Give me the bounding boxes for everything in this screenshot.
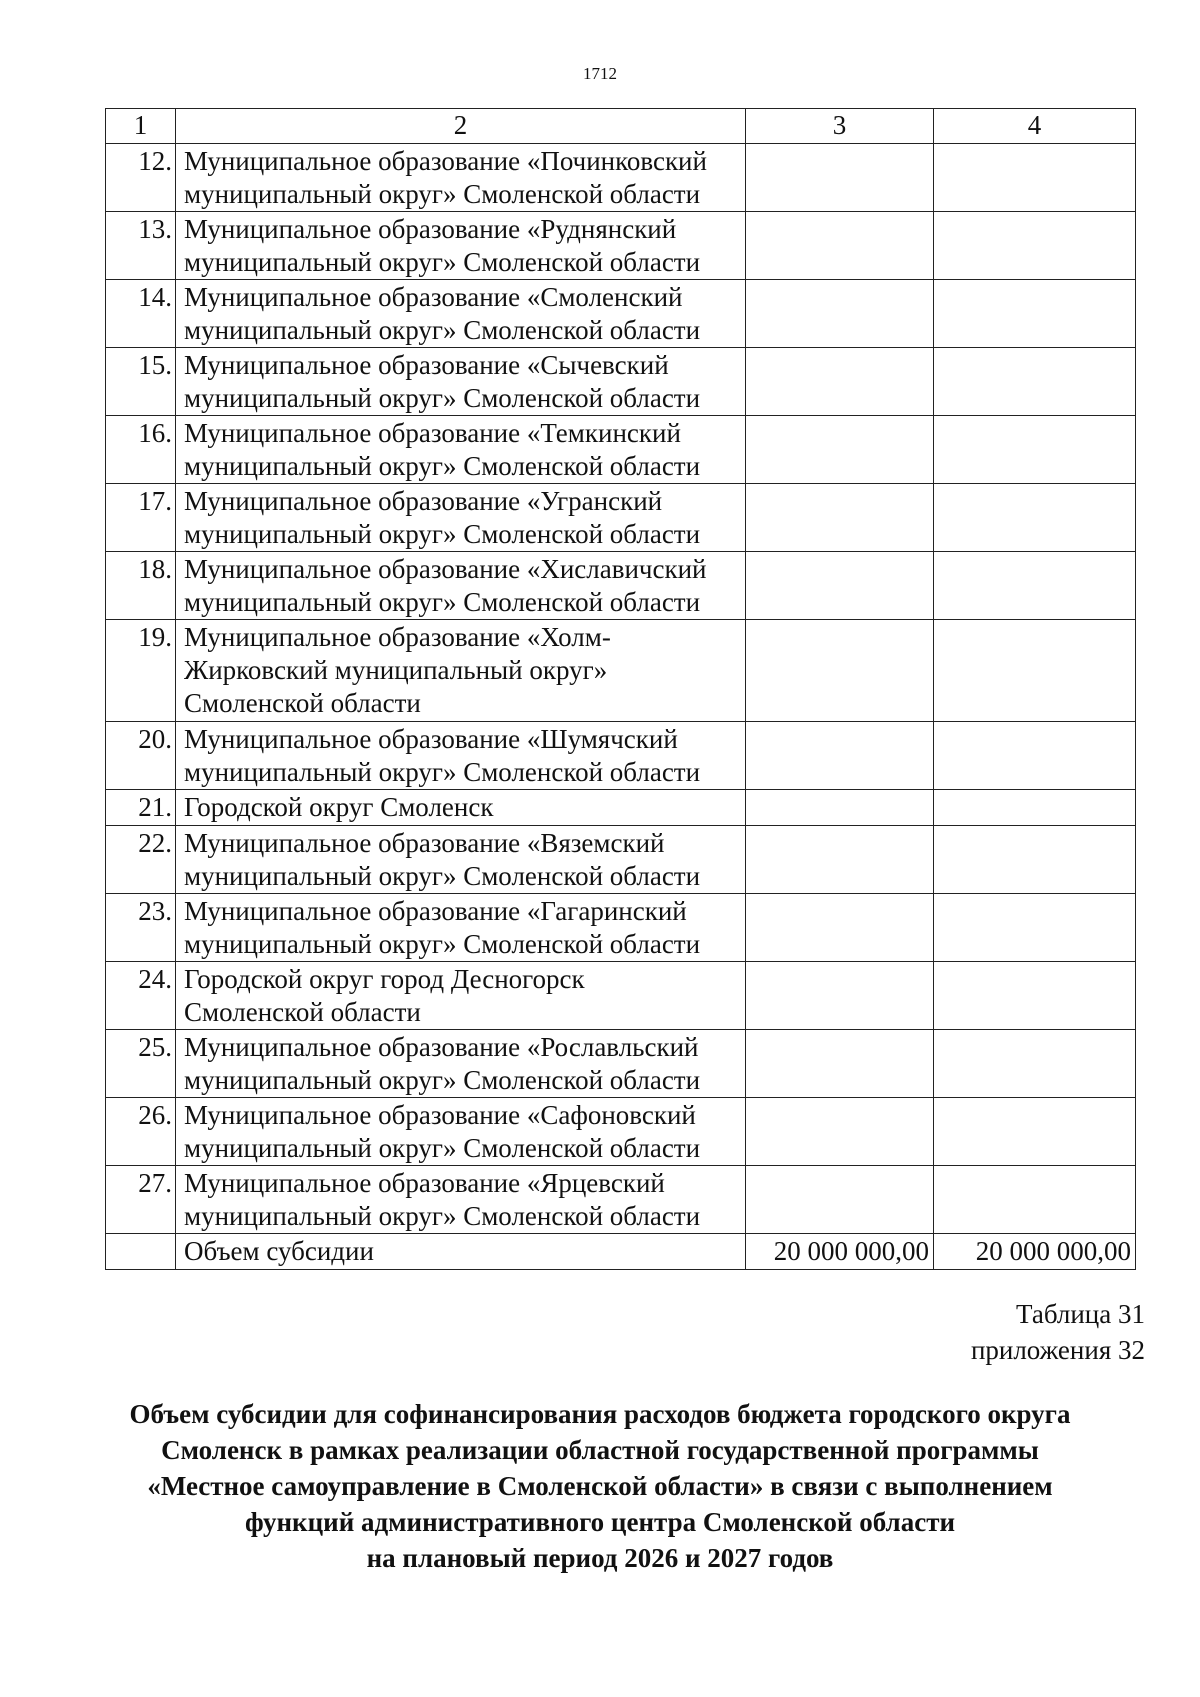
table-row (106, 1166, 1136, 1234)
municipality-name-line: Муниципальное образование «Вяземский (184, 828, 665, 858)
page-number: 1712 (583, 64, 617, 83)
amount-cell-4 (934, 552, 1136, 620)
amount-cell-4 (934, 484, 1136, 552)
municipality-name-line: муниципальный округ» Смоленской области (184, 179, 701, 209)
amount-cell-3 (746, 144, 934, 212)
municipality-name-line: муниципальный округ» Смоленской области (184, 861, 701, 891)
municipality-name-cell (176, 280, 746, 348)
municipality-name-line: муниципальный округ» Смоленской области (184, 451, 701, 481)
municipality-name-cell (176, 348, 746, 416)
municipality-name-cell (176, 826, 746, 894)
municipality-name-line: муниципальный округ» Смоленской области (184, 1065, 701, 1095)
row-number-cell: 23. (106, 894, 176, 962)
amount-cell-3 (746, 826, 934, 894)
municipality-name-line: Муниципальное образование «Сафоновский (184, 1100, 696, 1130)
amount-cell-4 (934, 348, 1136, 416)
row-number-cell (106, 1234, 176, 1270)
row-number-cell: 13. (106, 212, 176, 280)
table-row (106, 348, 1136, 416)
table-row (106, 722, 1136, 790)
municipality-name-line: Муниципальное образование «Смоленский (184, 282, 683, 312)
amount-cell-3 (746, 280, 934, 348)
municipality-name-cell (176, 212, 746, 280)
row-number-cell: 27. (106, 1166, 176, 1234)
table-row (106, 894, 1136, 962)
amount-cell-3: 20 000 000,00 (746, 1234, 934, 1270)
amount-cell-4 (934, 144, 1136, 212)
amount-cell-4 (934, 894, 1136, 962)
table-row (106, 484, 1136, 552)
header-cell-1: 1 (106, 109, 176, 144)
municipality-name-cell (176, 1234, 746, 1270)
row-number-cell: 16. (106, 416, 176, 484)
row-number-cell: 25. (106, 1030, 176, 1098)
amount-cell-3 (746, 552, 934, 620)
municipality-name-line: Муниципальное образование «Темкинский (184, 418, 681, 448)
municipality-name-line: Смоленской области (184, 688, 421, 718)
amount-cell-3 (746, 790, 934, 826)
amount-cell-4 (934, 1098, 1136, 1166)
municipality-name-line: муниципальный округ» Смоленской области (184, 519, 701, 549)
row-number-cell: 15. (106, 348, 176, 416)
row-number-cell: 17. (106, 484, 176, 552)
municipality-name-line: Городской округ Смоленск (184, 792, 494, 822)
table-row (106, 826, 1136, 894)
municipality-name-line: муниципальный округ» Смоленской области (184, 1201, 701, 1231)
amount-cell-4 (934, 1030, 1136, 1098)
table-caption (971, 1296, 1145, 1368)
amount-cell-3 (746, 722, 934, 790)
row-number-cell: 26. (106, 1098, 176, 1166)
municipality-name-cell (176, 484, 746, 552)
municipality-name-line: Муниципальное образование «Шумячский (184, 724, 678, 754)
row-number-cell: 22. (106, 826, 176, 894)
municipality-name-line: муниципальный округ» Смоленской области (184, 383, 701, 413)
document-title (60, 1396, 1140, 1576)
municipality-name-line: муниципальный округ» Смоленской области (184, 315, 701, 345)
subsidy-table (105, 108, 1136, 1270)
municipality-name-cell (176, 552, 746, 620)
municipality-name-cell (176, 722, 746, 790)
amount-cell-4 (934, 826, 1136, 894)
table-row (106, 144, 1136, 212)
title-line: на плановый период 2026 и 2027 годов (366, 1543, 834, 1573)
amount-cell-4 (934, 416, 1136, 484)
appendix-number: приложения 32 (970, 1335, 1145, 1365)
amount-cell-3 (746, 962, 934, 1030)
amount-cell-3 (746, 212, 934, 280)
table-row (106, 552, 1136, 620)
table-row (106, 1030, 1136, 1098)
amount-cell-3 (746, 416, 934, 484)
header-cell-4: 4 (934, 109, 1136, 144)
table-row (106, 212, 1136, 280)
municipality-name-cell (176, 144, 746, 212)
municipality-name-line: Муниципальное образование «Починковский (184, 146, 707, 176)
municipality-name-line: Муниципальное образование «Хиславичский (184, 554, 707, 584)
municipality-name-line: Объем субсидии (184, 1236, 374, 1266)
row-number-cell: 12. (106, 144, 176, 212)
title-line: Смоленск в рамках реализации областной государственной программы (161, 1435, 1039, 1465)
municipality-name-cell (176, 1030, 746, 1098)
amount-cell-4: 20 000 000,00 (934, 1234, 1136, 1270)
row-number-cell: 14. (106, 280, 176, 348)
table-row (106, 1098, 1136, 1166)
title-line: «Местное самоуправление в Смоленской области» в связи с выполнением (147, 1471, 1053, 1501)
amount-cell-4 (934, 212, 1136, 280)
municipality-name-line: муниципальный округ» Смоленской области (184, 587, 701, 617)
municipality-name-line: Муниципальное образование «Руднянский (184, 214, 677, 244)
table-number: Таблица 31 (1016, 1299, 1145, 1329)
amount-cell-4 (934, 620, 1136, 722)
amount-cell-3 (746, 1098, 934, 1166)
header-cell-3: 3 (746, 109, 934, 144)
municipality-name-line: Смоленской области (184, 997, 421, 1027)
municipality-name-cell (176, 894, 746, 962)
municipality-name-cell (176, 416, 746, 484)
municipality-name-cell (176, 790, 746, 826)
amount-cell-4 (934, 280, 1136, 348)
municipality-name-line: Муниципальное образование «Сычевский (184, 350, 669, 380)
table-row (106, 962, 1136, 1030)
amount-cell-3 (746, 1166, 934, 1234)
row-number-cell: 19. (106, 620, 176, 722)
row-number-cell: 21. (106, 790, 176, 826)
table-header-row (106, 109, 1136, 144)
amount-cell-3 (746, 348, 934, 416)
municipality-name-line: Жирковский муниципальный округ» (184, 655, 608, 685)
municipality-name-line: Городской округ город Десногорск (184, 964, 585, 994)
table-body (106, 109, 1136, 1270)
municipality-name-line: Муниципальное образование «Угранский (184, 486, 663, 516)
municipality-name-line: Муниципальное образование «Ярцевский (184, 1168, 665, 1198)
table-row (106, 1234, 1136, 1270)
header-cell-2: 2 (176, 109, 746, 144)
table-row (106, 790, 1136, 826)
row-number-cell: 24. (106, 962, 176, 1030)
municipality-name-line: муниципальный округ» Смоленской области (184, 247, 701, 277)
amount-cell-3 (746, 484, 934, 552)
municipality-name-cell (176, 1166, 746, 1234)
municipality-name-line: Муниципальное образование «Гагаринский (184, 896, 687, 926)
table-row (106, 620, 1136, 722)
amount-cell-4 (934, 722, 1136, 790)
table-row (106, 416, 1136, 484)
municipality-name-cell (176, 620, 746, 722)
amount-cell-3 (746, 1030, 934, 1098)
title-line: Объем субсидии для софинансирования расходов бюджета городского округа (129, 1399, 1071, 1429)
amount-cell-3 (746, 894, 934, 962)
amount-cell-4 (934, 790, 1136, 826)
municipality-name-line: муниципальный округ» Смоленской области (184, 1133, 701, 1163)
amount-cell-3 (746, 620, 934, 722)
municipality-name-line: муниципальный округ» Смоленской области (184, 929, 701, 959)
municipality-name-line: Муниципальное образование «Рославльский (184, 1032, 699, 1062)
row-number-cell: 20. (106, 722, 176, 790)
municipality-name-line: Муниципальное образование «Холм- (184, 622, 611, 652)
amount-cell-4 (934, 962, 1136, 1030)
municipality-name-line: муниципальный округ» Смоленской области (184, 757, 701, 787)
row-number-cell: 18. (106, 552, 176, 620)
table-row (106, 280, 1136, 348)
municipality-name-cell (176, 962, 746, 1030)
municipality-name-cell (176, 1098, 746, 1166)
amount-cell-4 (934, 1166, 1136, 1234)
title-line: функций административного центра Смоленской области (244, 1507, 956, 1537)
